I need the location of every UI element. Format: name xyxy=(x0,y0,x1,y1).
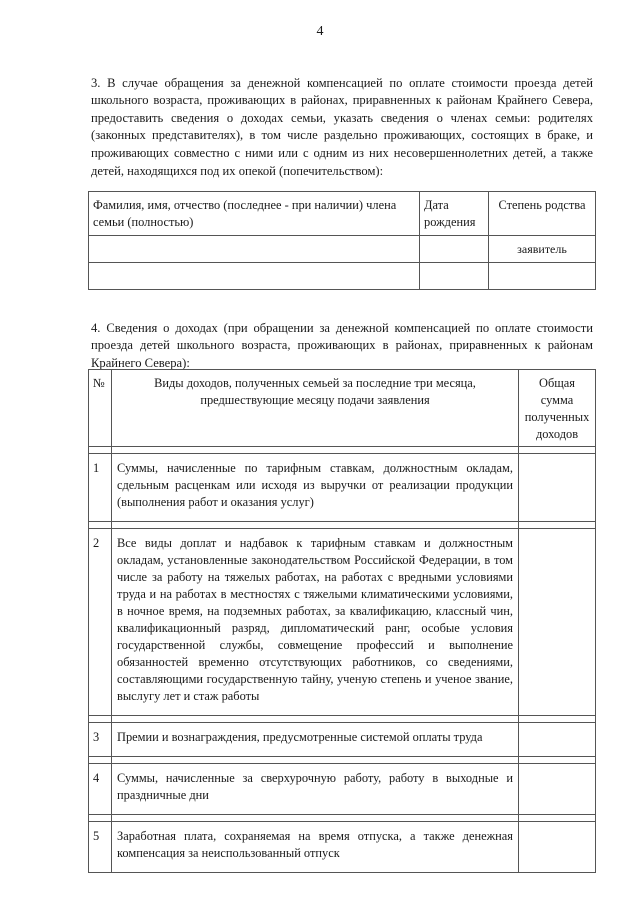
table-row xyxy=(89,236,596,263)
row-number: 3 xyxy=(89,723,112,757)
table-row xyxy=(89,822,596,873)
header-income-type: Виды доходов, полученных семьей за последние три месяца, предшествующие месяцу подачи заявления xyxy=(112,370,519,447)
row-number: 4 xyxy=(89,764,112,815)
name-field[interactable] xyxy=(89,263,420,290)
relationship-field[interactable] xyxy=(489,263,596,290)
table-row xyxy=(89,723,596,757)
table-row xyxy=(89,263,596,290)
income-description: Все виды доплат и надбавок к тарифным ставкам и должностным окладам, установленные законодательством Российской Федерации, в том числе за работу на тяжелых работах, на работах с вредными условиями труда и на работах в местностях с тяжелыми климатическими условиями, в ночное время, на подземных работах, за квалификацию, классный чин, квалификационный разряд, дипломатический ранг, особые условия государственной службы, совмещение профессий и выполнение обязанностей временно отсутствующих работников, со сведениями, составляющими государственную тайну, ученую степень и ученое звание, выслугу лет и стаж работы xyxy=(112,529,519,716)
family-members-table xyxy=(88,191,596,290)
income-total-field[interactable] xyxy=(519,723,596,757)
name-field[interactable] xyxy=(89,236,420,263)
income-total-field[interactable] xyxy=(519,822,596,873)
income-total-field[interactable] xyxy=(519,454,596,522)
income-description: Суммы, начисленные за сверхурочную работу, работу в выходные и праздничные дни xyxy=(112,764,519,815)
income-total-field[interactable] xyxy=(519,529,596,716)
header-birth-date: Дата рождения xyxy=(420,192,489,236)
income-description: Премии и вознаграждения, предусмотренные системой оплаты труда xyxy=(112,723,519,757)
header-full-name: Фамилия, имя, отчество (последнее - при наличии) члена семьи (полностью) xyxy=(89,192,420,236)
header-relationship: Степень родства xyxy=(489,192,596,236)
section-3-text: 3. В случае обращения за денежной компенсацией по оплате стоимости проезда детей школьного возраста, проживающих в районах, приравненных к районам Крайнего Севера, предоставить сведения о доходах семьи, указать сведения о членах семьи: родителях (законных представителях), в том числе раздельно проживающих, состоящих в браке, и проживающих совместно с ними или с одним из них несовершеннолетних детей, а также детей, находящихся под их опекой (попечительством): xyxy=(91,75,593,178)
row-number: 1 xyxy=(89,454,112,522)
table-row xyxy=(89,454,596,522)
income-description: Заработная плата, сохраняемая на время отпуска, а также денежная компенсация за неиспользованный отпуск xyxy=(112,822,519,873)
section-4-text: 4. Сведения о доходах (при обращении за денежной компенсацией по оплате стоимости проезда детей школьного возраста, проживающих в районах, приравненных к районам Крайнего Севера): xyxy=(91,320,593,370)
table-row xyxy=(89,529,596,716)
table-row xyxy=(89,764,596,815)
row-number: 5 xyxy=(89,822,112,873)
income-total-field[interactable] xyxy=(519,764,596,815)
table-header-row xyxy=(89,370,596,447)
relationship-field[interactable]: заявитель xyxy=(489,236,596,263)
page-number: 4 xyxy=(316,24,324,39)
table-header-row xyxy=(89,192,596,236)
header-number: № xyxy=(89,370,112,447)
income-table xyxy=(88,369,596,873)
birth-date-field[interactable] xyxy=(420,236,489,263)
row-number: 2 xyxy=(89,529,112,716)
birth-date-field[interactable] xyxy=(420,263,489,290)
income-description: Суммы, начисленные по тарифным ставкам, должностным окладам, сдельным расценкам или исходя из выручки от реализации продукции (выполнения работ и оказания услуг) xyxy=(112,454,519,522)
header-total-income: Общая сумма полученных доходов xyxy=(519,370,596,447)
